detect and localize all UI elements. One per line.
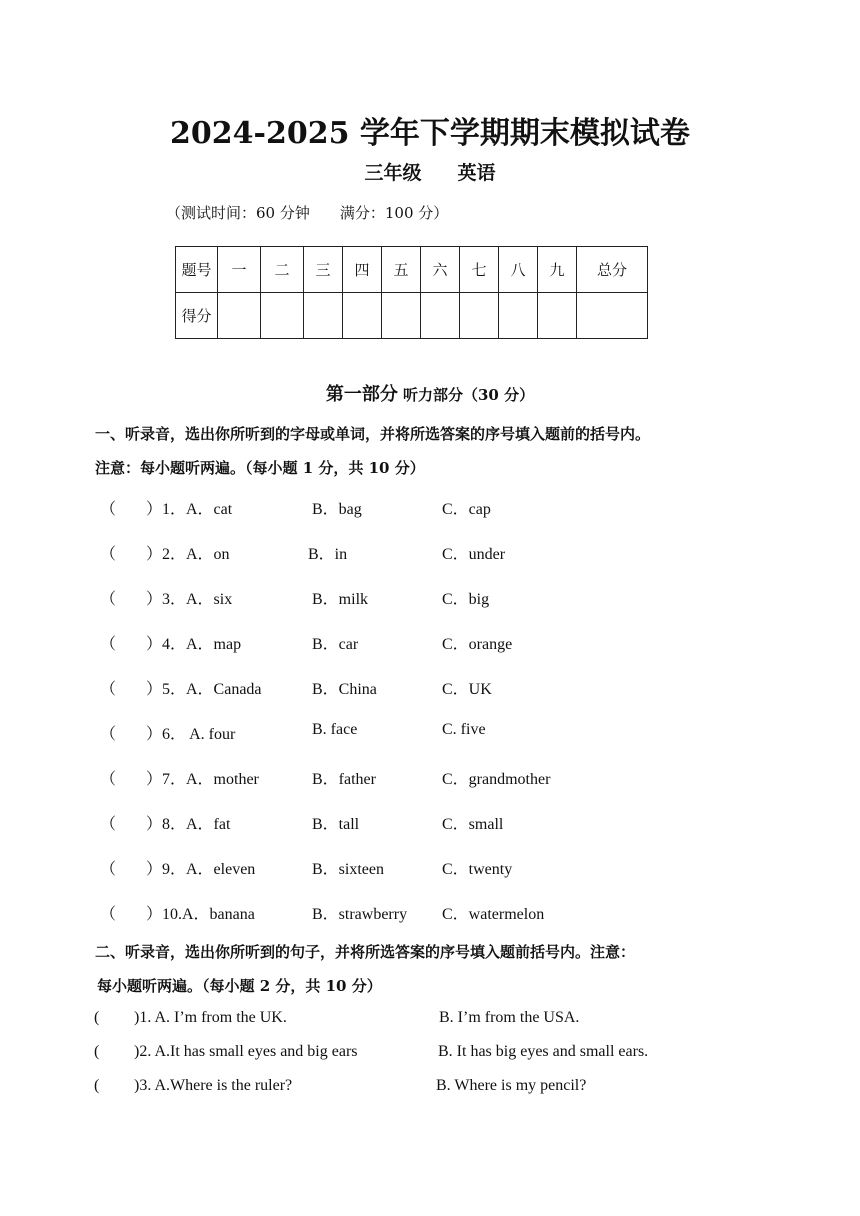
score-table-col: 三 <box>304 247 343 293</box>
question-option-b: B．bag <box>312 501 362 518</box>
question-option-c: C. five <box>442 721 486 738</box>
question-option-c: C．grandmother <box>442 771 551 788</box>
sentence-option-b: B. I’m from the USA. <box>439 1009 580 1026</box>
question-option-a: ）6． A. four <box>146 726 236 743</box>
section2-instruction-line2: 每小题听两遍。（每小题 2 分，共 10 分） <box>97 977 382 995</box>
question-option-a: ）5．A．Canada <box>146 681 262 698</box>
answer-bracket: （ <box>100 636 117 653</box>
sentence-option-a: )3. A.Where is the ruler? <box>134 1077 293 1094</box>
score-cell <box>499 293 538 339</box>
question-option-c: C．UK <box>442 681 492 698</box>
question-option-a: ）1．A．cat <box>146 501 233 518</box>
sentence-option-b: B. Where is my pencil? <box>436 1077 587 1094</box>
test-info <box>166 202 448 223</box>
question-option-a: ）3．A．six <box>146 591 233 608</box>
exam-subtitle <box>0 158 860 185</box>
answer-bracket: （ <box>100 726 117 743</box>
score-table-col: 五 <box>382 247 421 293</box>
score-cell <box>421 293 460 339</box>
subject-label: 英语 <box>457 162 496 184</box>
answer-bracket: （ <box>100 906 117 923</box>
part1-heading-small: 听力部分（30 分） <box>402 386 535 404</box>
score-table-row-head: 题号 <box>176 247 218 293</box>
score-table-col-total: 总分 <box>577 247 648 293</box>
score-cell <box>218 293 261 339</box>
question-option-b: B．China <box>312 681 377 698</box>
question-option-a: ）8．A．fat <box>146 816 231 833</box>
question-option-c: C．small <box>442 816 504 833</box>
answer-bracket: ( <box>94 1009 100 1026</box>
time-info: （测试时间：60 分钟 <box>166 204 310 222</box>
answer-bracket: （ <box>100 681 117 698</box>
question-option-b: B. face <box>312 721 358 738</box>
score-cell <box>261 293 304 339</box>
question-option-b: B．milk <box>312 591 369 608</box>
question-option-c: C．orange <box>442 636 513 653</box>
score-table-score-row <box>176 293 648 339</box>
question-option-b: B．tall <box>312 816 360 833</box>
question-option-a: ）2．A．on <box>146 546 230 563</box>
score-table-col: 六 <box>421 247 460 293</box>
score-cell <box>538 293 577 339</box>
sentence-option-a: )2. A.It has small eyes and big ears <box>134 1043 358 1060</box>
part1-heading-big: 第一部分 <box>325 384 398 405</box>
sentence-option-b: B. It has big eyes and small ears. <box>438 1043 649 1060</box>
score-cell-total <box>577 293 648 339</box>
section2-instruction-line1: 二、听录音，选出你所听到的句子，并将所选答案的序号填入题前括号内。注意： <box>95 943 636 961</box>
answer-bracket: （ <box>100 771 117 788</box>
score-table <box>175 246 648 339</box>
sentence-option-a: )1. A. I’m from the UK. <box>134 1009 287 1026</box>
answer-bracket: （ <box>100 501 117 518</box>
score-table-col: 九 <box>538 247 577 293</box>
question-option-b: B．strawberry <box>312 906 408 923</box>
score-cell <box>460 293 499 339</box>
score-cell <box>304 293 343 339</box>
question-option-b: B．in <box>308 546 348 563</box>
section1-instruction-line2: 注意：每小题听两遍。（每小题 1 分，共 10 分） <box>95 459 425 477</box>
score-table-header-row <box>176 247 648 293</box>
answer-bracket: （ <box>100 546 117 563</box>
answer-bracket: ( <box>94 1077 100 1094</box>
question-option-a: ）7．A．mother <box>146 771 259 788</box>
score-table-col: 四 <box>343 247 382 293</box>
question-option-c: C．watermelon <box>442 906 545 923</box>
question-option-a: ）9．A．eleven <box>146 861 256 878</box>
part1-heading <box>0 380 860 406</box>
answer-bracket: （ <box>100 816 117 833</box>
answer-bracket: ( <box>94 1043 100 1060</box>
question-option-b: B．father <box>312 771 376 788</box>
score-table-col: 一 <box>218 247 261 293</box>
score-table-col: 七 <box>460 247 499 293</box>
score-table-row-head: 得分 <box>176 293 218 339</box>
score-cell <box>382 293 421 339</box>
question-option-a: ）4．A．map <box>146 636 242 653</box>
section1-instruction-line1: 一、听录音，选出你所听到的字母或单词，并将所选答案的序号填入题前的括号内。 <box>95 425 651 443</box>
score-table-col: 二 <box>261 247 304 293</box>
score-info: 满分：100 分） <box>339 204 449 222</box>
exam-title: 2024-2025 学年下学期期末模拟试卷 <box>170 116 690 151</box>
question-option-a: ）10.A．banana <box>146 906 255 923</box>
answer-bracket: （ <box>100 861 117 878</box>
question-option-c: C．twenty <box>442 861 513 878</box>
question-option-c: C．cap <box>442 501 491 518</box>
question-option-b: B．sixteen <box>312 861 384 878</box>
score-table-col: 八 <box>499 247 538 293</box>
grade-label: 三年级 <box>364 162 422 184</box>
question-option-b: B．car <box>312 636 359 653</box>
question-option-c: C．big <box>442 591 490 608</box>
question-option-c: C．under <box>442 546 506 563</box>
score-cell <box>343 293 382 339</box>
answer-bracket: （ <box>100 591 117 608</box>
